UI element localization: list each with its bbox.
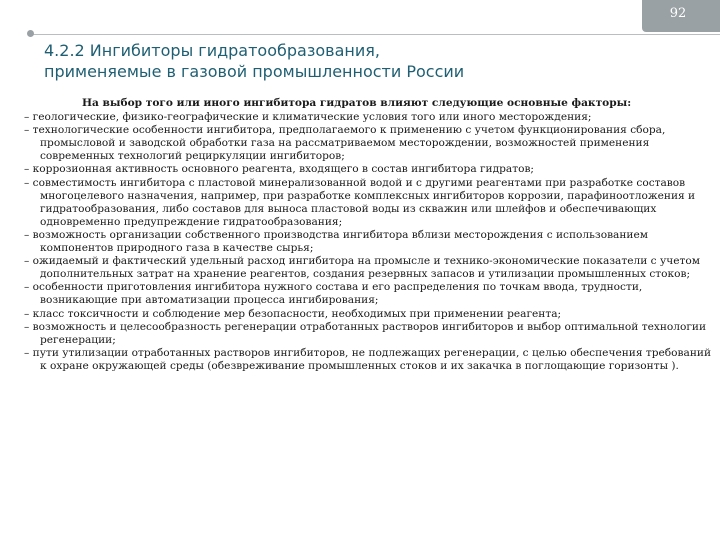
- factor-item: – технологические особенности ингибитора, предполагаемого к применению с учетом функционирования сбора, промысловой и заводской обработки газа на рассматриваемом месторождении, возможностей применения современных технологий рециркуляции ингибиторов;: [24, 124, 666, 163]
- intro-paragraph: На выбор того или иного ингибитора гидратов влияют следующие основные факторы:: [82, 97, 632, 109]
- factor-item: – возможность и целесообразность регенерации отработанных растворов ингибиторов и выбор оптимальной технологии регенерации;: [24, 320, 707, 346]
- slide-title-line-2: применяемые в газовой промышленности России: [44, 62, 465, 81]
- slide-title-line-1: 4.2.2 Ингибиторы гидратообразования,: [44, 41, 380, 60]
- factor-item: – возможность организации собственного производства ингибитора вблизи месторождения с использованием компонентов природного газа в качестве сырья;: [24, 228, 648, 255]
- slide-body: [14, 97, 714, 373]
- header-rule-dot: [27, 30, 34, 37]
- factor-item: – коррозионная активность основного реагента, входящего в состав ингибитора гидратов;: [24, 163, 535, 176]
- factor-item: – ожидаемый и фактический удельный расход ингибитора на промысле и технико-экономические показатели с учетом дополнительных затрат на хранение реагентов, создания резервных запасов и утилизации промышленных стоков;: [24, 255, 700, 281]
- factor-item: – совместимость ингибитора с пластовой минерализованной водой и с другими реагентами при разработке составов многоцелевого назначения, например, при разработке комплексных ингибиторов коррозии, парафиноотложения и гидратообразования, либо составов для выноса пластовой воды из скважин или шлейфов и обеспечивающих одновременно предупреждение гидратообразования;: [24, 176, 696, 228]
- factor-item: – класс токсичности и соблюдение мер безопасности, необходимых при применении реагента;: [24, 307, 562, 320]
- factor-item: – пути утилизации отработанных растворов ингибиторов, не подлежащих регенерации, с целью обеспечения требований к охране окружающей среды (обезвреживание промышленных стоков и их закачка в поглощающие горизонты ).: [24, 346, 712, 372]
- slide-title: [44, 40, 684, 82]
- header-rule: [32, 34, 720, 35]
- factor-item: – особенности приготовления ингибитора нужного состава и его распределения по точкам ввода, трудности, возникающие при автоматизации процесса ингибирования;: [24, 281, 643, 307]
- page-number: 92: [669, 6, 687, 21]
- slide-header: [0, 0, 720, 34]
- factor-item: – геологические, физико-географические и климатические условия того или иного месторождения;: [24, 111, 592, 124]
